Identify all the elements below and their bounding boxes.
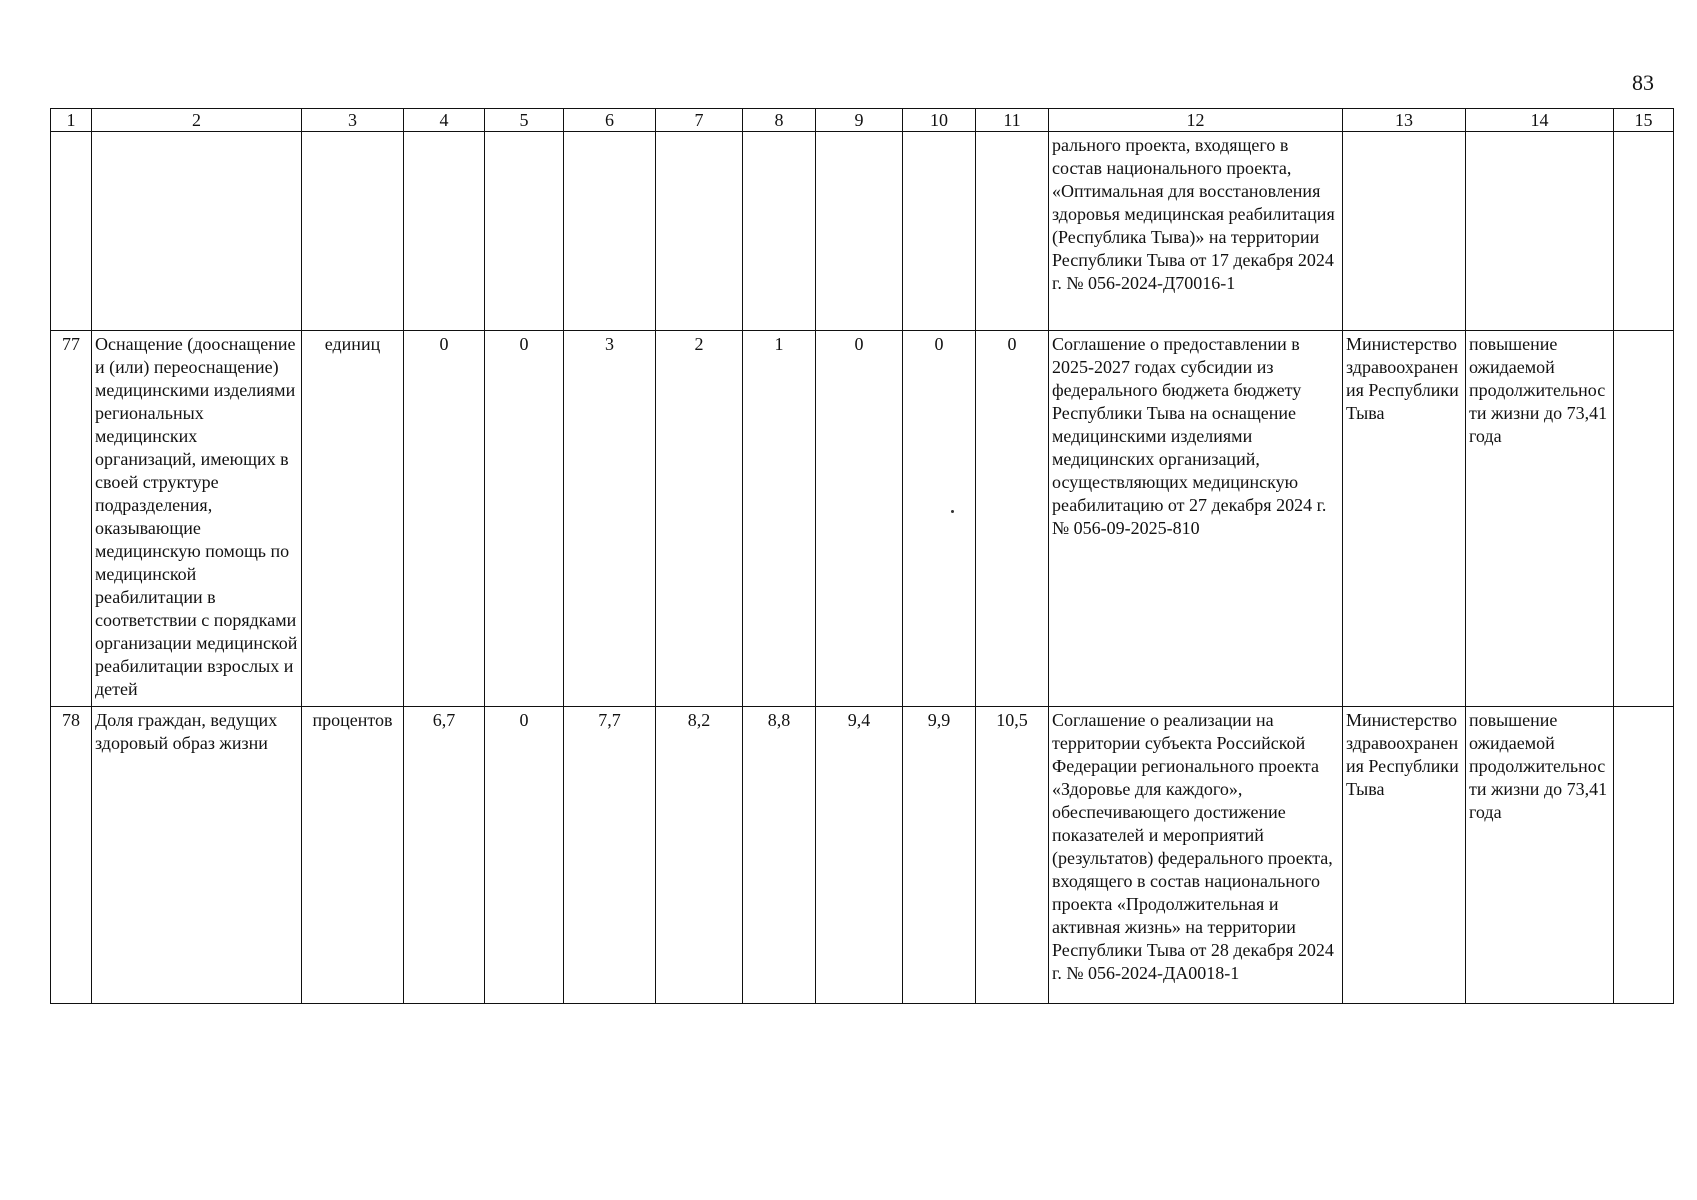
- unit-cell: процентов: [302, 707, 404, 1004]
- column-header: 5: [485, 109, 564, 132]
- column-header: 15: [1614, 109, 1674, 132]
- column-header: 1: [51, 109, 92, 132]
- column-header: 3: [302, 109, 404, 132]
- value-cell: 1: [743, 331, 816, 707]
- scan-speck: [951, 510, 954, 513]
- value-cell: 6,7: [404, 707, 485, 1004]
- agreement-cell: Соглашение о предоставлении в 2025-2027 годах субсидии из федерального бюджета бюджету Республики Тыва на оснащение медицинскими изделиями медицинских организаций, осуществляющих медицинскую реабилитацию от 27 декабря 2024 г. № 056-09-2025-810: [1049, 331, 1343, 707]
- goal-cell: повышение ожидаемой продолжительности жизни до 73,41 года: [1466, 707, 1614, 1004]
- empty-cell: [302, 132, 404, 331]
- value-cell: 9,9: [903, 707, 976, 1004]
- unit-cell: единиц: [302, 331, 404, 707]
- empty-cell: [564, 132, 656, 331]
- goal-cell: повышение ожидаемой продолжительности жизни до 73,41 года: [1466, 331, 1614, 707]
- value-cell: 0: [485, 331, 564, 707]
- empty-cell: [743, 132, 816, 331]
- row-number: 77: [51, 331, 92, 707]
- page-number: 83: [1632, 70, 1654, 95]
- table-row: [51, 331, 1674, 707]
- row-number: 78: [51, 707, 92, 1004]
- empty-cell: [51, 132, 92, 331]
- value-cell: 8,2: [656, 707, 743, 1004]
- table-row-continuation: [51, 132, 1674, 331]
- value-cell: 8,8: [743, 707, 816, 1004]
- value-cell: 0: [485, 707, 564, 1004]
- empty-cell: [816, 132, 903, 331]
- column-header: 2: [92, 109, 302, 132]
- responsible-cell: Министерство здравоохранения Республики Тыва: [1343, 331, 1466, 707]
- column-header: 7: [656, 109, 743, 132]
- agreement-cell: Соглашение о реализации на территории субъекта Российской Федерации регионального проекта «Здоровье для каждого», обеспечивающего достижение показателей и мероприятий (результатов) федерального проекта, входящего в состав национального проекта «Продолжительная и активная жизнь» на территории Республики Тыва от 28 декабря 2024 г. № 056-2024-ДА0018-1: [1049, 707, 1343, 1004]
- value-cell: 0: [404, 331, 485, 707]
- value-cell: 7,7: [564, 707, 656, 1004]
- column-number-header-row: [51, 109, 1674, 132]
- value-cell: 0: [816, 331, 903, 707]
- indicators-table: [50, 108, 1674, 1004]
- empty-cell: [1614, 132, 1674, 331]
- column-header: 11: [976, 109, 1049, 132]
- value-cell: 3: [564, 331, 656, 707]
- empty-cell: [976, 132, 1049, 331]
- empty-cell: [1466, 132, 1614, 331]
- value-cell: 0: [903, 331, 976, 707]
- column-header: 10: [903, 109, 976, 132]
- value-cell: 0: [976, 331, 1049, 707]
- empty-cell: [485, 132, 564, 331]
- agreement-cell: рального проекта, входящего в состав национального проекта, «Оптимальная для восстановления здоровья медицинская реабилитация (Республика Тыва)» на территории Республики Тыва от 17 декабря 2024 г. № 056-2024-Д70016-1: [1049, 132, 1343, 331]
- responsible-cell: Министерство здравоохранения Республики Тыва: [1343, 707, 1466, 1004]
- column-header: 14: [1466, 109, 1614, 132]
- note-cell: [1614, 707, 1674, 1004]
- indicator-name: Доля граждан, ведущих здоровый образ жизни: [92, 707, 302, 1004]
- column-header: 12: [1049, 109, 1343, 132]
- empty-cell: [92, 132, 302, 331]
- table-row: [51, 707, 1674, 1004]
- empty-cell: [656, 132, 743, 331]
- column-header: 8: [743, 109, 816, 132]
- column-header: 9: [816, 109, 903, 132]
- value-cell: 10,5: [976, 707, 1049, 1004]
- empty-cell: [1343, 132, 1466, 331]
- column-header: 6: [564, 109, 656, 132]
- empty-cell: [404, 132, 485, 331]
- empty-cell: [903, 132, 976, 331]
- value-cell: 2: [656, 331, 743, 707]
- note-cell: [1614, 331, 1674, 707]
- column-header: 4: [404, 109, 485, 132]
- indicator-name: Оснащение (дооснащение и (или) переоснащение) медицинскими изделиями региональных медицинских организаций, имеющих в своей структуре подразделения, оказывающие медицинскую помощь по медицинской реабилитации в соответствии с порядками организации медицинской реабилитации взрослых и детей: [92, 331, 302, 707]
- column-header: 13: [1343, 109, 1466, 132]
- value-cell: 9,4: [816, 707, 903, 1004]
